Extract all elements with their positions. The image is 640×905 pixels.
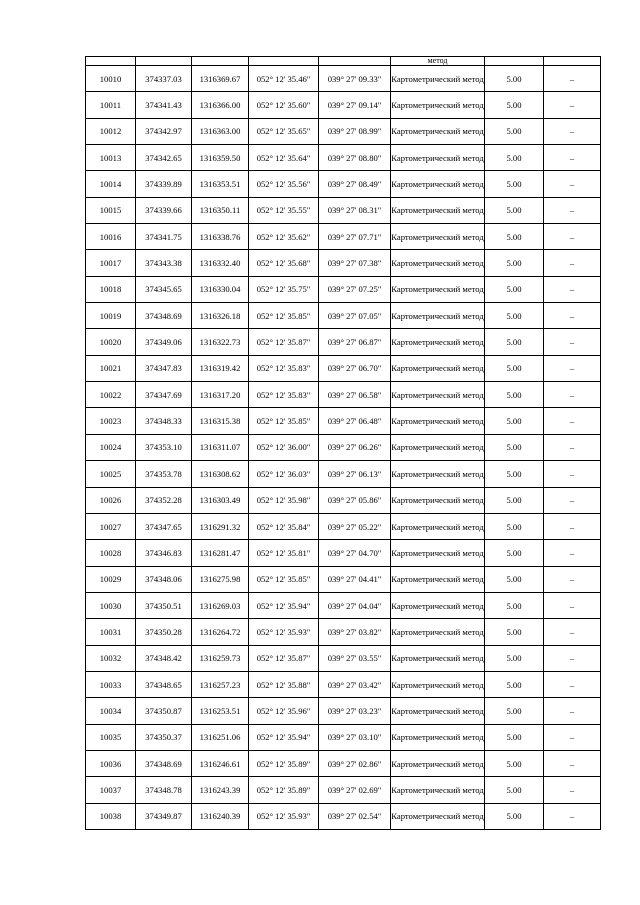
cell-y: 1316275.98: [192, 566, 249, 592]
cell-id: 10035: [86, 724, 136, 750]
cell-x: 374348.78: [136, 777, 192, 803]
cell-note: –: [544, 355, 601, 381]
cell-method: Картометрический метод: [391, 355, 485, 381]
cell-method: Картометрический метод: [391, 197, 485, 223]
cell-x: 374347.69: [136, 382, 192, 408]
table-row: [86, 171, 601, 197]
cell-lon: 039° 27' 09.33": [319, 66, 391, 92]
table-row: [86, 145, 601, 171]
cell-id: [86, 57, 136, 66]
table-row: [86, 118, 601, 144]
cell-note: –: [544, 803, 601, 829]
cell-id: 10022: [86, 382, 136, 408]
cell-x: 374339.89: [136, 171, 192, 197]
cell-x: 374349.06: [136, 329, 192, 355]
cell-accuracy: 5.00: [485, 461, 544, 487]
table-row-fragment: [86, 57, 601, 66]
cell-lon: 039° 27' 06.70": [319, 355, 391, 381]
cell-lon: 039° 27' 02.54": [319, 803, 391, 829]
cell-lat: 052° 12' 35.64": [249, 145, 319, 171]
cell-accuracy: 5.00: [485, 66, 544, 92]
cell-accuracy: 5.00: [485, 171, 544, 197]
cell-note: –: [544, 408, 601, 434]
cell-y: 1316291.32: [192, 513, 249, 539]
cell-y: 1316359.50: [192, 145, 249, 171]
cell-y: 1316315.38: [192, 408, 249, 434]
cell-lon: 039° 27' 05.22": [319, 513, 391, 539]
cell-y: 1316259.73: [192, 645, 249, 671]
cell-accuracy: 5.00: [485, 777, 544, 803]
cell-id: 10015: [86, 197, 136, 223]
cell-y: 1316251.06: [192, 724, 249, 750]
cell-method: Картометрический метод: [391, 303, 485, 329]
cell-accuracy: 5.00: [485, 619, 544, 645]
cell-accuracy: 5.00: [485, 250, 544, 276]
table-row: [86, 750, 601, 776]
cell-lon: 039° 27' 04.70": [319, 540, 391, 566]
cell-accuracy: 5.00: [485, 92, 544, 118]
cell-note: –: [544, 434, 601, 460]
cell-id: 10036: [86, 750, 136, 776]
cell-id: 10027: [86, 513, 136, 539]
cell-y: 1316264.72: [192, 619, 249, 645]
cell-x: 374348.33: [136, 408, 192, 434]
cell-method: Картометрический метод: [391, 566, 485, 592]
cell-method: Картометрический метод: [391, 434, 485, 460]
cell-accuracy: 5.00: [485, 698, 544, 724]
cell-accuracy: 5.00: [485, 803, 544, 829]
cell-lat: 052° 12' 35.81": [249, 540, 319, 566]
table-row: [86, 619, 601, 645]
table-row: [86, 461, 601, 487]
cell-y: 1316240.39: [192, 803, 249, 829]
cell-note: –: [544, 92, 601, 118]
cell-y: 1316257.23: [192, 671, 249, 697]
cell-lat: 052° 12' 35.87": [249, 645, 319, 671]
cell-accuracy: 5.00: [485, 408, 544, 434]
cell-lon: 039° 27' 08.99": [319, 118, 391, 144]
cell-x: 374342.65: [136, 145, 192, 171]
cell-lat: 052° 12' 35.84": [249, 513, 319, 539]
cell-x: 374350.37: [136, 724, 192, 750]
cell-lat: 052° 12' 35.98": [249, 487, 319, 513]
cell-method: Картометрический метод: [391, 145, 485, 171]
cell-y: 1316332.40: [192, 250, 249, 276]
cell-lon: 039° 27' 08.31": [319, 197, 391, 223]
cell-x: 374348.65: [136, 671, 192, 697]
table-body: [86, 57, 601, 830]
cell-lat: 052° 12' 35.85": [249, 408, 319, 434]
cell-method: Картометрический метод: [391, 671, 485, 697]
cell-lat: 052° 12' 35.93": [249, 803, 319, 829]
cell-method: Картометрический метод: [391, 329, 485, 355]
cell-y: 1316243.39: [192, 777, 249, 803]
cell-id: 10024: [86, 434, 136, 460]
table-row: [86, 434, 601, 460]
cell-accuracy: 5.00: [485, 540, 544, 566]
cell-note: –: [544, 382, 601, 408]
table-row: [86, 92, 601, 118]
table-row: [86, 513, 601, 539]
cell-lon: 039° 27' 06.13": [319, 461, 391, 487]
coordinates-table: [85, 56, 601, 830]
cell-lat: 052° 12' 36.00": [249, 434, 319, 460]
cell-lat: 052° 12' 35.56": [249, 171, 319, 197]
table-row: [86, 197, 601, 223]
cell-note: –: [544, 250, 601, 276]
cell-lat: 052° 12' 35.93": [249, 619, 319, 645]
cell-id: 10018: [86, 276, 136, 302]
cell-x: 374350.51: [136, 592, 192, 618]
cell-method: Картометрический метод: [391, 382, 485, 408]
cell-x: 374350.87: [136, 698, 192, 724]
cell-accuracy: 5.00: [485, 329, 544, 355]
cell-lon: 039° 27' 07.38": [319, 250, 391, 276]
cell-accuracy: 5.00: [485, 118, 544, 144]
cell-lat: 052° 12' 35.85": [249, 303, 319, 329]
cell-lon: 039° 27' 06.58": [319, 382, 391, 408]
cell-lon: 039° 27' 07.05": [319, 303, 391, 329]
cell-id: 10030: [86, 592, 136, 618]
table-row: [86, 724, 601, 750]
cell-accuracy: 5.00: [485, 671, 544, 697]
cell-lat: [249, 57, 319, 66]
cell-id: 10023: [86, 408, 136, 434]
cell-note: –: [544, 671, 601, 697]
table-row: [86, 224, 601, 250]
cell-method: Картометрический метод: [391, 592, 485, 618]
cell-id: 10019: [86, 303, 136, 329]
cell-id: 10029: [86, 566, 136, 592]
cell-lat: 052° 12' 35.83": [249, 355, 319, 381]
cell-x: 374346.83: [136, 540, 192, 566]
cell-x: 374339.66: [136, 197, 192, 223]
cell-lat: 052° 12' 35.88": [249, 671, 319, 697]
table-row: [86, 698, 601, 724]
cell-accuracy: 5.00: [485, 382, 544, 408]
cell-id: 10026: [86, 487, 136, 513]
cell-note: –: [544, 66, 601, 92]
cell-accuracy: 5.00: [485, 724, 544, 750]
cell-x: 374348.06: [136, 566, 192, 592]
cell-lat: 052° 12' 35.68": [249, 250, 319, 276]
cell-y: 1316246.61: [192, 750, 249, 776]
cell-note: –: [544, 540, 601, 566]
cell-method: Картометрический метод: [391, 224, 485, 250]
cell-lon: [319, 57, 391, 66]
cell-lat: 052° 12' 35.65": [249, 118, 319, 144]
cell-note: –: [544, 171, 601, 197]
cell-y: [192, 57, 249, 66]
table-row: [86, 671, 601, 697]
cell-accuracy: 5.00: [485, 145, 544, 171]
cell-lon: 039° 27' 03.42": [319, 671, 391, 697]
cell-x: 374345.65: [136, 276, 192, 302]
table-row: [86, 645, 601, 671]
cell-note: –: [544, 777, 601, 803]
cell-accuracy: 5.00: [485, 276, 544, 302]
cell-lat: 052° 12' 35.83": [249, 382, 319, 408]
cell-x: [136, 57, 192, 66]
cell-lat: 052° 12' 35.94": [249, 592, 319, 618]
cell-method: Картометрический метод: [391, 118, 485, 144]
cell-method: Картометрический метод: [391, 540, 485, 566]
cell-note: –: [544, 224, 601, 250]
cell-x: 374343.38: [136, 250, 192, 276]
cell-lon: 039° 27' 07.71": [319, 224, 391, 250]
cell-lat: 052° 12' 35.85": [249, 566, 319, 592]
cell-id: 10025: [86, 461, 136, 487]
cell-id: 10032: [86, 645, 136, 671]
cell-lat: 052° 12' 35.94": [249, 724, 319, 750]
table-row: [86, 487, 601, 513]
cell-id: 10016: [86, 224, 136, 250]
cell-id: 10038: [86, 803, 136, 829]
cell-note: –: [544, 329, 601, 355]
cell-accuracy: 5.00: [485, 434, 544, 460]
cell-id: 10014: [86, 171, 136, 197]
cell-lon: 039° 27' 09.14": [319, 92, 391, 118]
cell-method: Картометрический метод: [391, 487, 485, 513]
cell-method: Картометрический метод: [391, 92, 485, 118]
cell-x: 374353.78: [136, 461, 192, 487]
cell-x: 374337.03: [136, 66, 192, 92]
cell-y: 1316308.62: [192, 461, 249, 487]
cell-note: –: [544, 592, 601, 618]
cell-x: 374341.43: [136, 92, 192, 118]
cell-y: 1316253.51: [192, 698, 249, 724]
cell-y: 1316303.49: [192, 487, 249, 513]
cell-y: 1316326.18: [192, 303, 249, 329]
cell-y: 1316269.03: [192, 592, 249, 618]
cell-lon: 039° 27' 06.87": [319, 329, 391, 355]
cell-method: Картометрический метод: [391, 276, 485, 302]
cell-note: [544, 57, 601, 66]
cell-method: Картометрический метод: [391, 724, 485, 750]
cell-note: –: [544, 276, 601, 302]
cell-accuracy: 5.00: [485, 513, 544, 539]
cell-x: 374350.28: [136, 619, 192, 645]
cell-lat: 052° 12' 35.55": [249, 197, 319, 223]
cell-x: 374342.97: [136, 118, 192, 144]
table-row: [86, 566, 601, 592]
table-row: [86, 355, 601, 381]
cell-note: –: [544, 724, 601, 750]
cell-method: Картометрический метод: [391, 461, 485, 487]
table-row: [86, 777, 601, 803]
cell-lon: 039° 27' 07.25": [319, 276, 391, 302]
cell-lon: 039° 27' 03.82": [319, 619, 391, 645]
cell-note: –: [544, 513, 601, 539]
cell-method: Картометрический метод: [391, 619, 485, 645]
cell-y: 1316281.47: [192, 540, 249, 566]
cell-x: 374348.42: [136, 645, 192, 671]
cell-lat: 052° 12' 35.96": [249, 698, 319, 724]
cell-accuracy: 5.00: [485, 355, 544, 381]
cell-accuracy: 5.00: [485, 645, 544, 671]
table-row: [86, 382, 601, 408]
cell-accuracy: 5.00: [485, 750, 544, 776]
cell-id: 10037: [86, 777, 136, 803]
cell-lon: 039° 27' 04.04": [319, 592, 391, 618]
cell-id: 10033: [86, 671, 136, 697]
cell-y: 1316350.11: [192, 197, 249, 223]
cell-y: 1316338.76: [192, 224, 249, 250]
cell-lat: 052° 12' 35.89": [249, 777, 319, 803]
cell-note: –: [544, 118, 601, 144]
cell-method: Картометрический метод: [391, 408, 485, 434]
cell-id: 10028: [86, 540, 136, 566]
cell-y: 1316319.42: [192, 355, 249, 381]
cell-note: –: [544, 698, 601, 724]
cell-lon: 039° 27' 04.41": [319, 566, 391, 592]
cell-x: 374341.75: [136, 224, 192, 250]
table-row: [86, 592, 601, 618]
cell-x: 374353.10: [136, 434, 192, 460]
cell-y: 1316363.00: [192, 118, 249, 144]
cell-note: –: [544, 461, 601, 487]
cell-note: –: [544, 750, 601, 776]
cell-lon: 039° 27' 03.55": [319, 645, 391, 671]
cell-lon: 039° 27' 06.48": [319, 408, 391, 434]
cell-note: –: [544, 645, 601, 671]
cell-method: Картометрический метод: [391, 250, 485, 276]
cell-id: 10017: [86, 250, 136, 276]
cell-accuracy: 5.00: [485, 566, 544, 592]
table-row: [86, 329, 601, 355]
cell-x: 374347.65: [136, 513, 192, 539]
cell-lon: 039° 27' 08.49": [319, 171, 391, 197]
cell-method: Картометрический метод: [391, 66, 485, 92]
cell-lat: 052° 12' 35.46": [249, 66, 319, 92]
cell-method: метод: [391, 57, 485, 66]
cell-method: Картометрический метод: [391, 698, 485, 724]
cell-lon: 039° 27' 03.10": [319, 724, 391, 750]
cell-method: Картометрический метод: [391, 645, 485, 671]
cell-lat: 052° 12' 35.62": [249, 224, 319, 250]
cell-lat: 052° 12' 36.03": [249, 461, 319, 487]
cell-lat: 052° 12' 35.89": [249, 750, 319, 776]
cell-id: 10012: [86, 118, 136, 144]
cell-y: 1316311.07: [192, 434, 249, 460]
table-row: [86, 803, 601, 829]
cell-id: 10034: [86, 698, 136, 724]
cell-lat: 052° 12' 35.75": [249, 276, 319, 302]
cell-id: 10021: [86, 355, 136, 381]
table-row: [86, 540, 601, 566]
table-row: [86, 66, 601, 92]
cell-note: –: [544, 487, 601, 513]
cell-id: 10031: [86, 619, 136, 645]
cell-note: –: [544, 619, 601, 645]
cell-id: 10013: [86, 145, 136, 171]
cell-lat: 052° 12' 35.87": [249, 329, 319, 355]
cell-accuracy: [485, 57, 544, 66]
cell-x: 374348.69: [136, 303, 192, 329]
cell-x: 374348.69: [136, 750, 192, 776]
cell-lon: 039° 27' 05.86": [319, 487, 391, 513]
cell-lon: 039° 27' 03.23": [319, 698, 391, 724]
cell-method: Картометрический метод: [391, 777, 485, 803]
cell-method: Картометрический метод: [391, 513, 485, 539]
cell-note: –: [544, 566, 601, 592]
cell-x: 374349.87: [136, 803, 192, 829]
cell-id: 10020: [86, 329, 136, 355]
cell-y: 1316330.04: [192, 276, 249, 302]
cell-lat: 052° 12' 35.60": [249, 92, 319, 118]
cell-note: –: [544, 303, 601, 329]
table-row: [86, 276, 601, 302]
table-row: [86, 408, 601, 434]
cell-accuracy: 5.00: [485, 197, 544, 223]
cell-y: 1316317.20: [192, 382, 249, 408]
cell-method: Картометрический метод: [391, 171, 485, 197]
cell-y: 1316322.73: [192, 329, 249, 355]
cell-lon: 039° 27' 06.26": [319, 434, 391, 460]
cell-x: 374352.28: [136, 487, 192, 513]
cell-accuracy: 5.00: [485, 303, 544, 329]
cell-accuracy: 5.00: [485, 224, 544, 250]
table-row: [86, 303, 601, 329]
cell-method: Картометрический метод: [391, 750, 485, 776]
cell-lon: 039° 27' 08.80": [319, 145, 391, 171]
table-row: [86, 250, 601, 276]
cell-lon: 039° 27' 02.69": [319, 777, 391, 803]
cell-accuracy: 5.00: [485, 487, 544, 513]
cell-y: 1316369.67: [192, 66, 249, 92]
cell-id: 10010: [86, 66, 136, 92]
cell-lon: 039° 27' 02.86": [319, 750, 391, 776]
cell-note: –: [544, 145, 601, 171]
cell-accuracy: 5.00: [485, 592, 544, 618]
cell-y: 1316366.00: [192, 92, 249, 118]
cell-method: Картометрический метод: [391, 803, 485, 829]
cell-note: –: [544, 197, 601, 223]
cell-id: 10011: [86, 92, 136, 118]
cell-x: 374347.83: [136, 355, 192, 381]
cell-y: 1316353.51: [192, 171, 249, 197]
